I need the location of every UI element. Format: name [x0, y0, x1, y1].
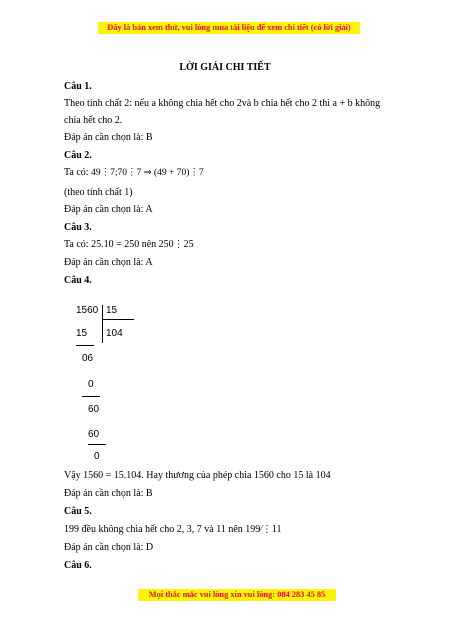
q5-heading: Câu 5. — [64, 506, 92, 517]
q5-text: 199 đều không chia hết cho 2, 3, 7 và 11 nên 199⁄⋮11 — [64, 524, 282, 535]
division-step-1: 15 — [76, 328, 88, 339]
q2-statement — [64, 166, 204, 180]
q4-answer: Đáp án cần chọn là: B — [64, 488, 153, 499]
q3-answer: Đáp án cần chọn là: A — [64, 257, 153, 268]
contact-banner: Mọi thắc mắc vui lòng xin vui lòng: 084 283 45 85 — [138, 589, 336, 601]
long-division — [64, 305, 164, 465]
page-title: LỜI GIẢI CHI TIẾT — [179, 62, 271, 73]
q6-heading: Câu 6. — [64, 560, 92, 571]
q5-answer: Đáp án cần chọn là: D — [64, 542, 154, 553]
division-step-4: 60 — [88, 404, 100, 415]
q2-note: (theo tính chất 1) — [64, 187, 133, 198]
q2-heading: Câu 2. — [64, 150, 92, 161]
division-quotient: 104 — [106, 328, 123, 339]
q2-answer: Đáp án cần chọn là: A — [64, 204, 153, 215]
q1-text-line2: chia hết cho 2. — [64, 115, 123, 126]
division-step-3: 0 — [88, 379, 94, 390]
preview-banner: Đây là bản xem thử, vui lòng mua tài liệu để xem chi tiết (có lời giải) — [98, 22, 360, 34]
q2-prefix: Ta có: — [64, 167, 92, 178]
q4-conclusion: Vậy 1560 = 15.104. Hay thương của phép chia 1560 cho 15 là 104 — [64, 470, 331, 481]
q3-text: Ta có: 25.10 = 250 nên 250⋮25 — [64, 239, 194, 250]
division-dividend: 1560 — [76, 305, 99, 316]
q3-heading: Câu 3. — [64, 222, 92, 233]
q1-heading: Câu 1. — [64, 81, 92, 92]
q4-heading: Câu 4. — [64, 275, 92, 286]
q1-text-line1: Theo tính chất 2: nếu a không chia hết cho 2và b chia hết cho 2 thì a + b không — [64, 98, 381, 109]
division-step-6: 0 — [94, 451, 100, 462]
q1-answer: Đáp án cần chọn là: B — [64, 132, 153, 143]
division-divisor: 15 — [106, 305, 118, 316]
division-step-5: 60 — [88, 429, 100, 440]
q2-math: 49⋮7;70⋮7 ⇒ (49 + 70)⋮7 — [91, 168, 204, 178]
division-step-2: 06 — [82, 353, 94, 364]
